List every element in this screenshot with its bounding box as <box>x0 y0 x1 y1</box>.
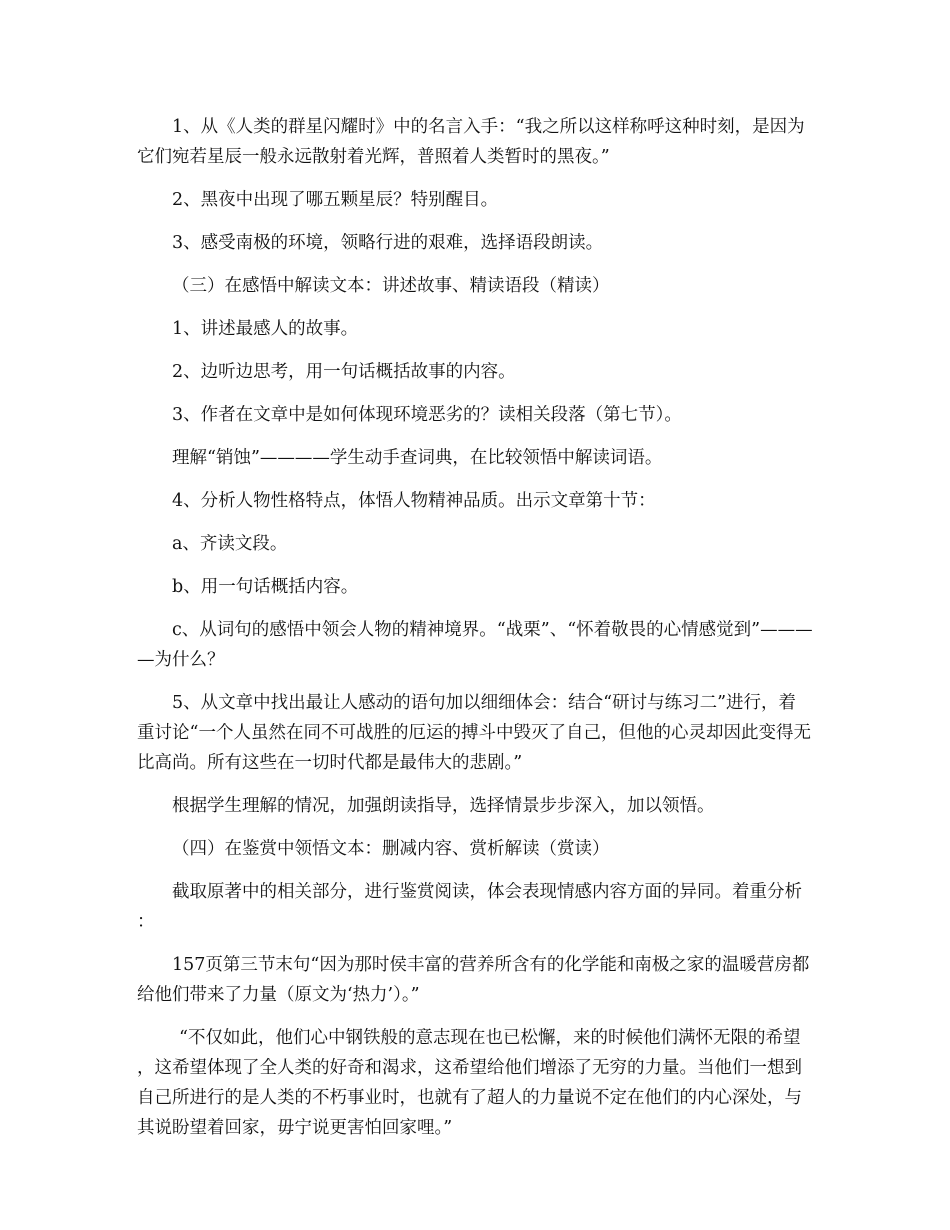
paragraph-story: 1、讲述最感人的故事。 <box>172 319 359 339</box>
paragraph-environment-question: 3、作者在文章中是如何体现环境恶劣的？读相关段落（第七节）。 <box>172 405 682 425</box>
list-item-b: b、用一句话概括内容。 <box>172 577 359 597</box>
paragraph-antarctic-environment: 3、感受南极的环境，领略行进的艰难，选择语段朗读。 <box>172 233 604 253</box>
paragraph-quote-intro: 1、从《人类的群星闪耀时》中的名言入手：“我之所以这样称呼这种时刻，是因为它们宛若星辰一般永远散射着光辉，普照着人类暂时的黑夜。” <box>137 117 805 167</box>
paragraph-page-157: 157页第三节末句“因为那时侯丰富的营养所含有的化学能和南极之家的温暖营房都给他们带来了力量（原文为‘热力’）。” <box>137 955 810 1005</box>
paragraph-original-excerpt: 截取原著中的相关部分，进行鉴赏阅读，体会表现情感内容方面的异同。着重分析： <box>137 882 802 932</box>
document-body <box>137 112 813 1156</box>
paragraph-reading-guidance: 根据学生理解的情况，加强朗读指导，选择情景步步深入，加以领悟。 <box>172 796 715 816</box>
paragraph-vocabulary: 理解“销蚀”————学生动手查词典，在比较领悟中解读词语。 <box>172 448 663 468</box>
paragraph-character-analysis: 4、分析人物性格特点，体悟人物精神品质。出示文章第十节： <box>172 491 656 511</box>
section-heading-four: （四）在鉴赏中领悟文本：删减内容、赏析解读（赏读） <box>172 839 610 859</box>
paragraph-five-stars: 2、黑夜中出现了哪五颗星辰？特别醒目。 <box>172 190 499 210</box>
paragraph-quoted-passage: “不仅如此，他们心中钢铁般的意志现在也已松懈，来的时候他们满怀无限的希望，这希望体现了全人类的好奇和渴求，这希望给他们增添了无穷的力量。当他们一想到自己所进行的是人类的不朽事业时，也就有了超人的力量说不定在他们的内心深处，与其说盼望着回家，毋宁说更害怕回家哩。” <box>137 1028 802 1138</box>
paragraph-moving-sentences: 5、从文章中找出最让人感动的语句加以细细体会：结合“研讨与练习二”进行，着重讨论“一个人虽然在同不可战胜的厄运的搏斗中毁灭了自己，但他的心灵却因此变得无比高尚。所有这些在一切时代都是最伟大的悲剧。” <box>137 693 811 773</box>
paragraph-summarize: 2、边听边思考，用一句话概括故事的内容。 <box>172 362 516 382</box>
section-heading-three: （三）在感悟中解读文本：讲述故事、精读语段（精读） <box>172 276 610 296</box>
list-item-a: a、齐读文段。 <box>172 534 288 554</box>
list-item-c: c、从词句的感悟中领会人物的精神境界。“战栗”、“怀着敬畏的心情感觉到”————为什么？ <box>137 620 813 670</box>
